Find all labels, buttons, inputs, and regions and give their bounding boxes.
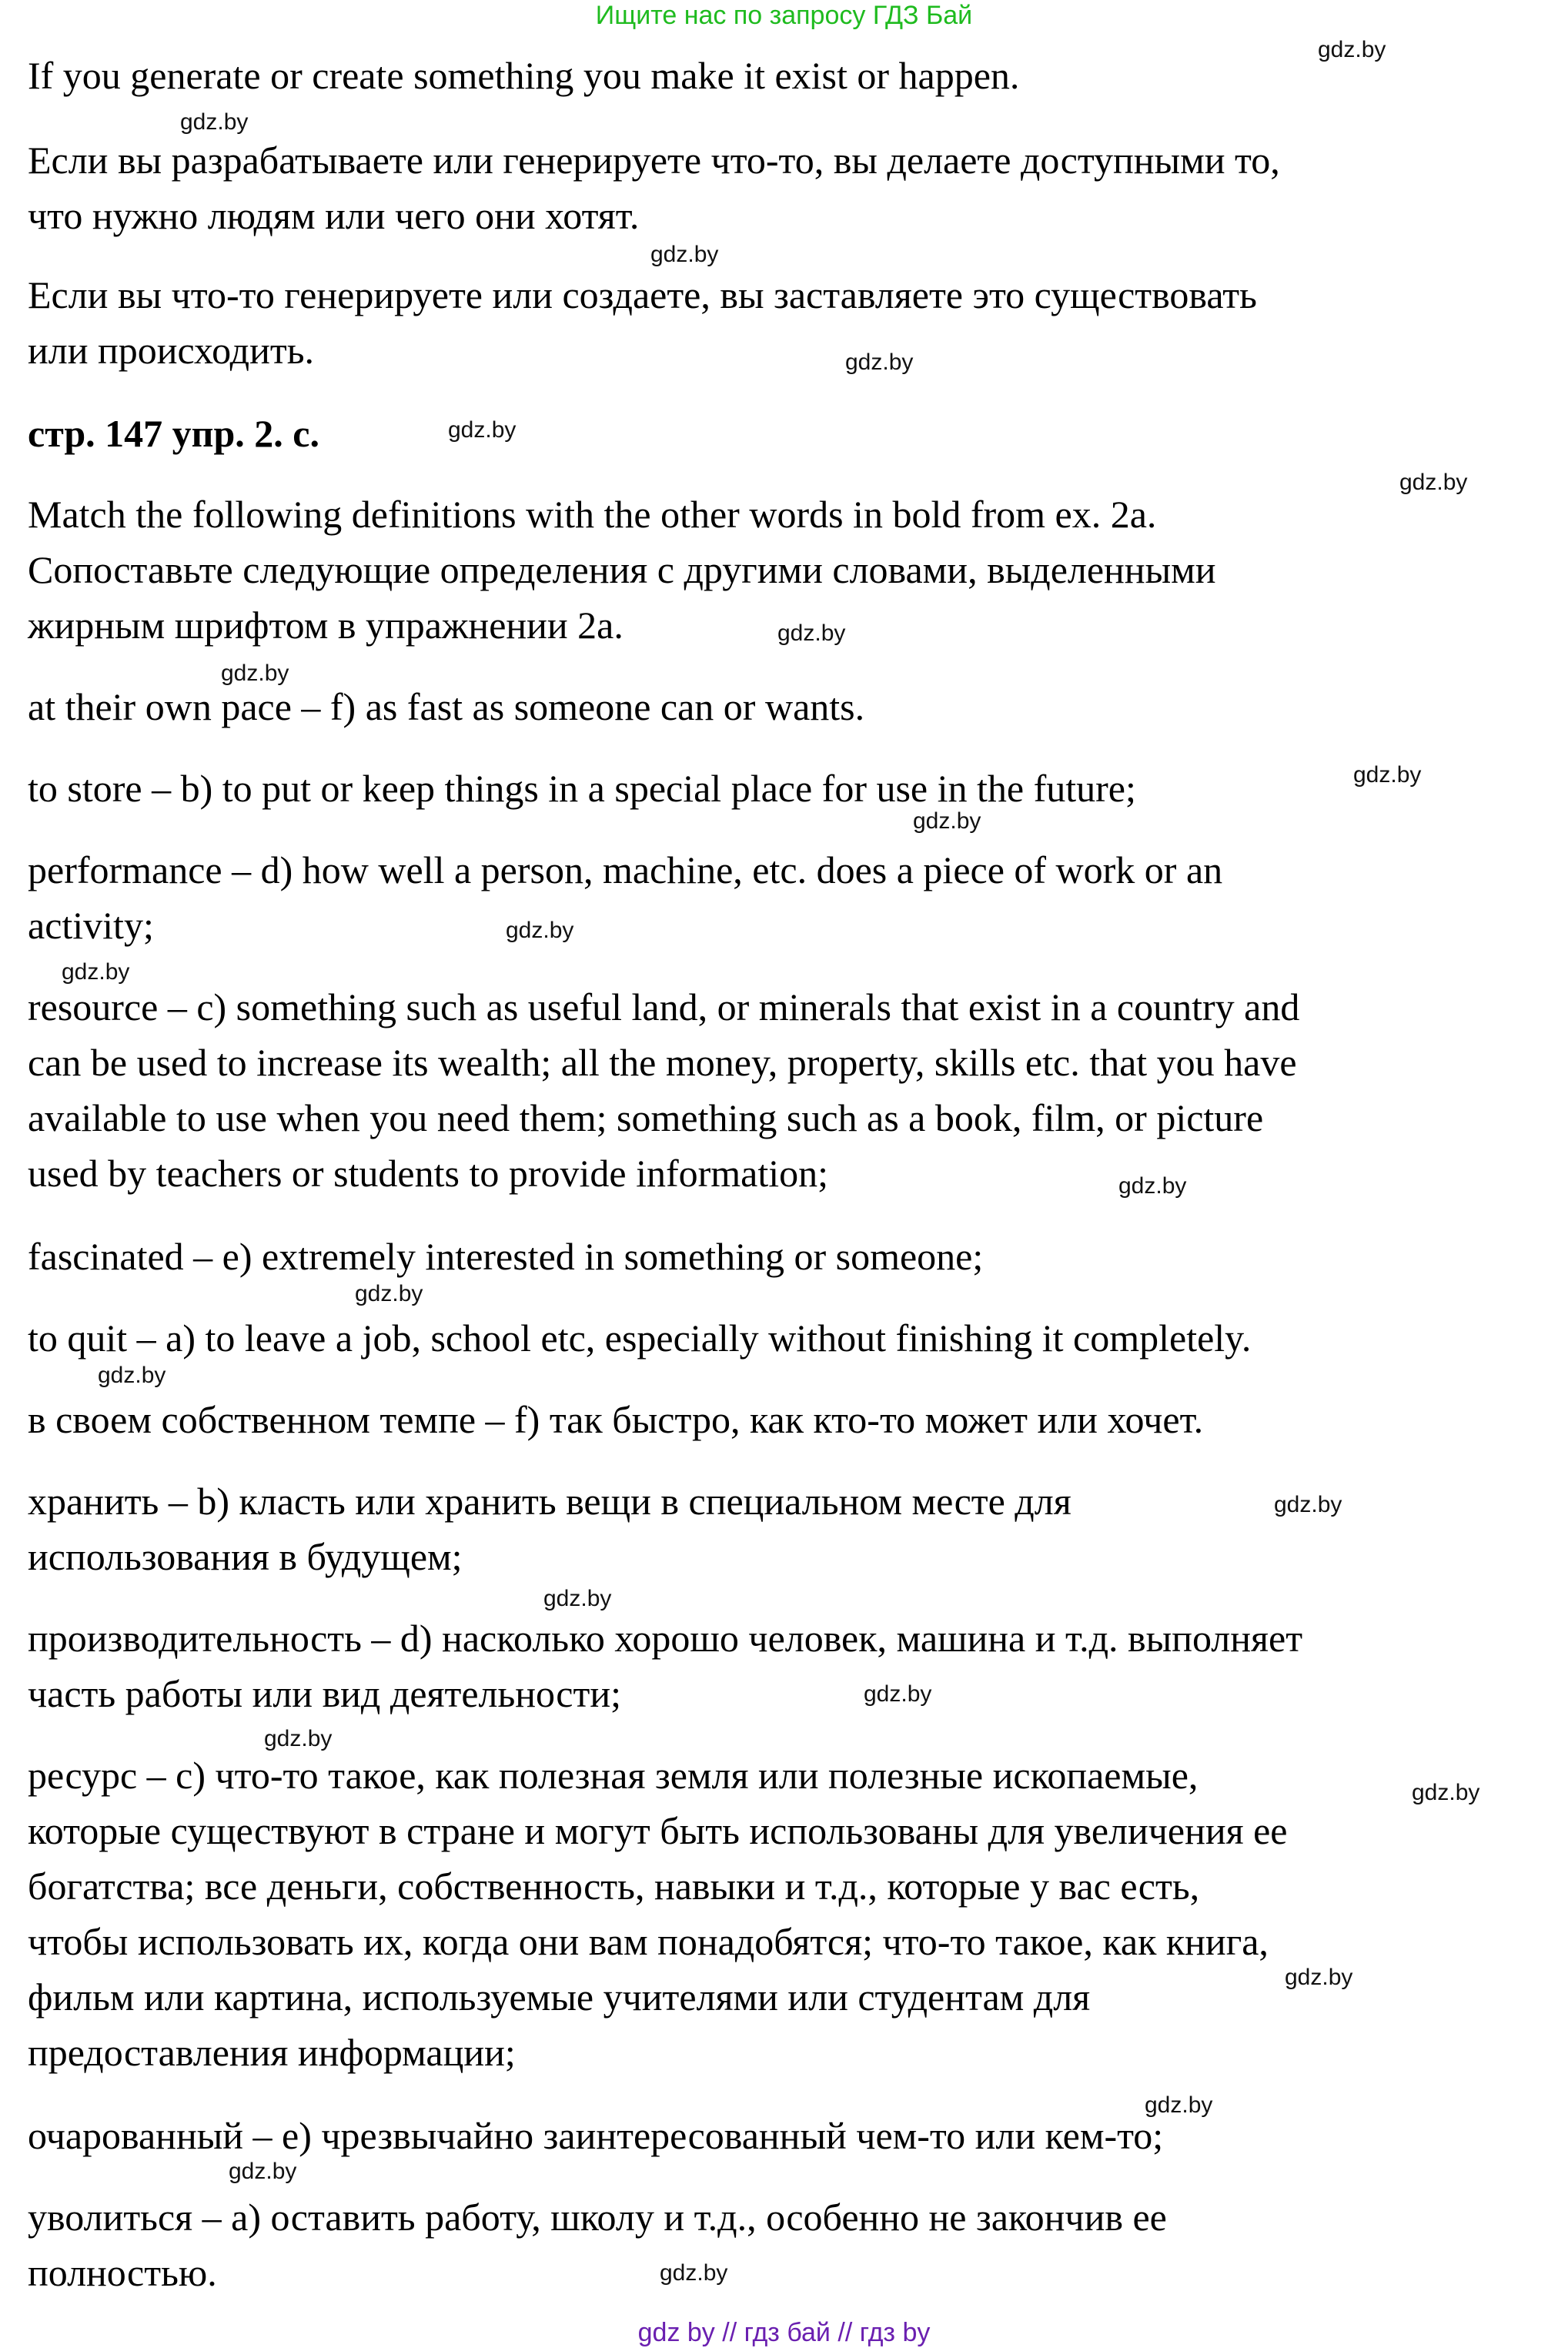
text-line: available to use when you need them; something such as a book, film, or picture bbox=[28, 1096, 1264, 1139]
text-line: которые существуют в стране и могут быть использованы для увеличения ее bbox=[28, 1809, 1288, 1852]
heading-text: стр. 147 упр. 2. c. bbox=[28, 412, 319, 455]
text-line: предоставления информации; bbox=[28, 2031, 516, 2074]
answer-ru-pace bbox=[28, 1392, 1548, 1447]
answer-ru-quit bbox=[28, 2189, 1548, 2300]
watermark: gdz.by bbox=[506, 918, 574, 943]
watermark: gdz.by bbox=[913, 808, 981, 834]
text-line: уволиться – a) оставить работу, школу и т.д., особенно не закончив ее bbox=[28, 2196, 1167, 2239]
text-line: to quit – a) to leave a job, school etc, especially without finishing it completely. bbox=[28, 1316, 1252, 1360]
watermark: gdz.by bbox=[448, 417, 517, 443]
watermark: gdz.by bbox=[845, 350, 914, 375]
text-line: Match the following definitions with the other words in bold from ex. 2a. bbox=[28, 493, 1157, 536]
answer-resource bbox=[28, 979, 1548, 1201]
text-line: Если вы разрабатываете или генерируете что-то, вы делаете доступными то, bbox=[28, 139, 1280, 182]
watermark: gdz.by bbox=[62, 959, 130, 985]
text-line: Сопоставьте следующие определения с другими словами, выделенными bbox=[28, 548, 1216, 591]
header-banner[interactable]: Ищите нас по запросу ГДЗ Бай bbox=[595, 1, 973, 30]
text-line: resource – c) something such as useful land, or minerals that exist in a country and bbox=[28, 985, 1300, 1029]
watermark: gdz.by bbox=[1412, 1780, 1480, 1805]
text-line: фильм или картина, используемые учителями или студентам для bbox=[28, 1975, 1091, 2019]
text-line: в своем собственном темпе – f) так быстро, как кто-то может или хочет. bbox=[28, 1398, 1204, 1441]
text-line: жирным шрифтом в упражнении 2a. bbox=[28, 604, 624, 647]
answer-to-store bbox=[28, 761, 1548, 816]
watermark: gdz.by bbox=[98, 1363, 166, 1388]
watermark: gdz.by bbox=[229, 2159, 297, 2184]
text-line: часть работы или вид деятельности; bbox=[28, 1672, 621, 1715]
watermark: gdz.by bbox=[1274, 1492, 1342, 1517]
watermark: gdz.by bbox=[1399, 470, 1468, 495]
text-line: производительность – d) насколько хорошо человек, машина и т.д. выполняет bbox=[28, 1617, 1303, 1660]
text-line: Если вы что-то генерируете или создаете, вы заставляете это существовать bbox=[28, 273, 1257, 316]
answer-ru-resource bbox=[28, 1748, 1548, 2080]
watermark: gdz.by bbox=[264, 1726, 333, 1751]
watermark: gdz.by bbox=[355, 1281, 423, 1306]
text-line: at their own pace – f) as fast as someone can or wants. bbox=[28, 685, 865, 728]
watermark: gdz.by bbox=[180, 109, 249, 135]
text-line: to store – b) to put or keep things in a special place for use in the future; bbox=[28, 767, 1136, 810]
watermark: gdz.by bbox=[1118, 1173, 1187, 1199]
answer-ru-fascinated bbox=[28, 2108, 1548, 2163]
watermark: gdz.by bbox=[1285, 1965, 1353, 1990]
answer-fascinated bbox=[28, 1229, 1548, 1284]
answer-at-their-own-pace bbox=[28, 679, 1548, 734]
text-line: что нужно людям или чего они хотят. bbox=[28, 194, 640, 237]
paragraph-definition-ru-2 bbox=[28, 267, 1548, 378]
text-line: fascinated – e) extremely interested in something or someone; bbox=[28, 1235, 984, 1278]
text-line: activity; bbox=[28, 904, 154, 947]
text-line: чтобы использовать их, когда они вам понадобятся; что-то такое, как книга, bbox=[28, 1920, 1269, 1963]
watermark: gdz.by bbox=[1318, 37, 1386, 62]
text-line: used by teachers or students to provide information; bbox=[28, 1152, 829, 1195]
text-line: использования в будущем; bbox=[28, 1535, 463, 1578]
watermark: gdz.by bbox=[1353, 762, 1422, 788]
text-line: полностью. bbox=[28, 2251, 217, 2294]
paragraph-definition-ru-1 bbox=[28, 132, 1548, 243]
text-line: can be used to increase its wealth; all the money, property, skills etc. that you have bbox=[28, 1041, 1297, 1084]
answer-performance bbox=[28, 842, 1548, 953]
footer-links[interactable]: gdz by // гдз бай // гдз by bbox=[637, 2318, 931, 2347]
answer-to-quit bbox=[28, 1310, 1548, 1366]
text-line: performance – d) how well a person, machine, etc. does a piece of work or an bbox=[28, 848, 1223, 891]
text-line: ресурс – c) что-то такое, как полезная земля или полезные ископаемые, bbox=[28, 1754, 1199, 1797]
text-line: хранить – b) класть или хранить вещи в специальном месте для bbox=[28, 1480, 1072, 1523]
text-line: If you generate or create something you make it exist or happen. bbox=[28, 54, 1020, 97]
watermark: gdz.by bbox=[650, 242, 719, 267]
answer-ru-store bbox=[28, 1473, 1548, 1584]
text-line: или происходить. bbox=[28, 329, 315, 372]
watermark: gdz.by bbox=[777, 620, 846, 646]
answer-ru-performance bbox=[28, 1610, 1548, 1721]
exercise-heading bbox=[28, 406, 1548, 461]
watermark: gdz.by bbox=[221, 661, 289, 686]
text-line: богатства; все деньги, собственность, навыки и т.д., которые у вас есть, bbox=[28, 1865, 1200, 1908]
watermark: gdz.by bbox=[1145, 2092, 1213, 2118]
text-line: очарованный – e) чрезвычайно заинтересованный чем-то или кем-то; bbox=[28, 2114, 1164, 2157]
watermark: gdz.by bbox=[864, 1681, 932, 1707]
watermark: gdz.by bbox=[543, 1586, 612, 1611]
watermark: gdz.by bbox=[660, 2260, 728, 2286]
